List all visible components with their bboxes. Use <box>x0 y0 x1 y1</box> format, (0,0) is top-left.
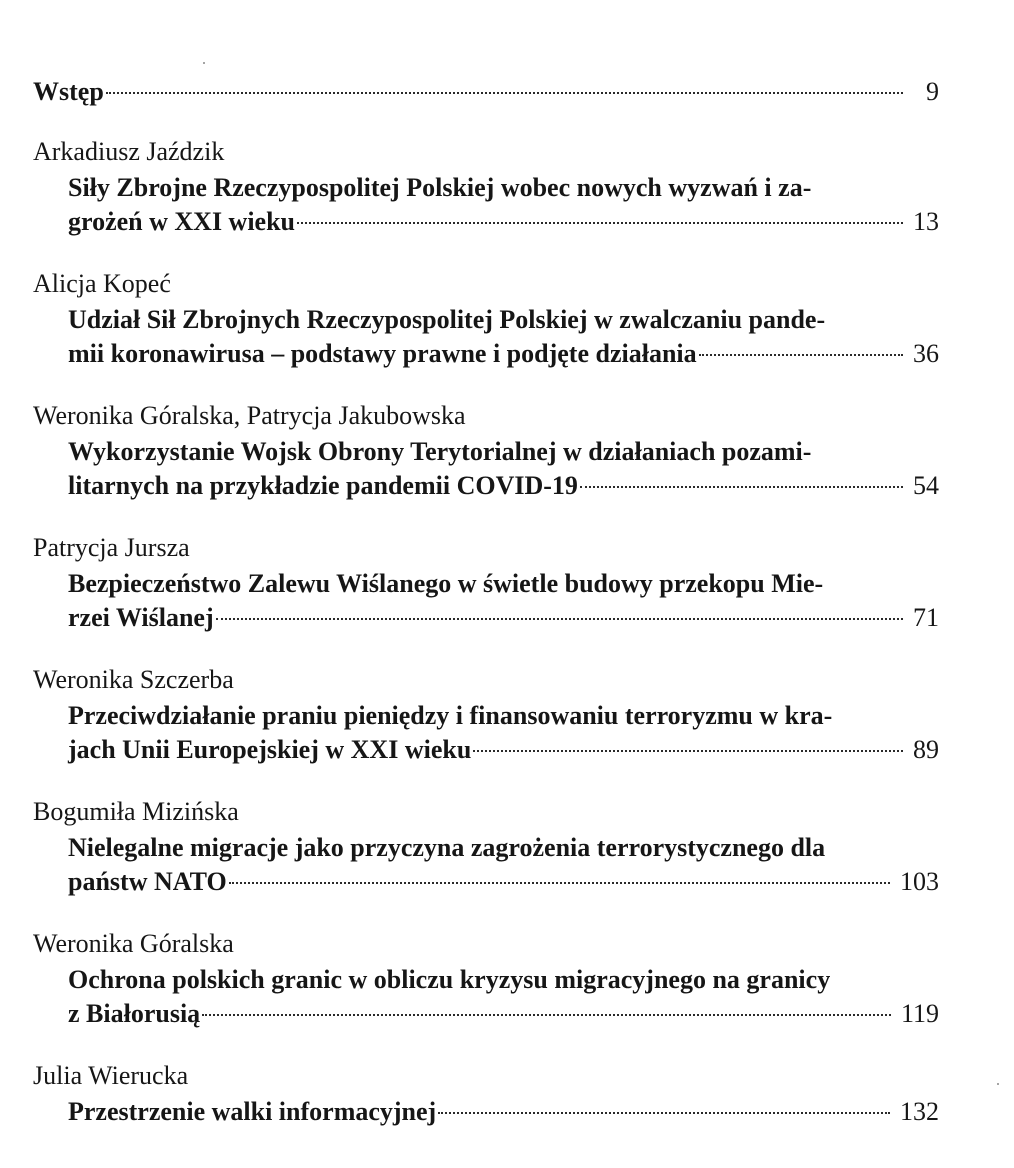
entry-author: Bogumiła Mizińska <box>33 797 239 826</box>
scan-speck <box>997 1083 999 1085</box>
entry-title-last-line <box>68 336 939 372</box>
entry-author: Weronika Szczerba <box>33 665 234 694</box>
entry-title-line <box>68 962 939 998</box>
entry-title-text: Siły Zbrojne Rzeczypospolitej Polskiej wobec nowych wyzwań i za- <box>68 173 812 202</box>
entry-page-number: 36 <box>913 339 939 368</box>
entry-title-line <box>68 698 939 734</box>
intro-page-number: 9 <box>926 77 939 106</box>
entry-title-text: państw NATO <box>68 867 227 896</box>
entry-title-text: jach Unii Europejskiej w XXI wieku <box>68 735 472 764</box>
dot-leader <box>580 486 903 488</box>
entry-title-last-line <box>68 600 939 636</box>
entry-title-line <box>68 302 939 338</box>
entry-page-number: 71 <box>913 603 939 632</box>
entry-title-last-line <box>68 1094 939 1130</box>
entry-page-number: 89 <box>913 735 939 764</box>
entry-title-text: Wykorzystanie Wojsk Obrony Terytorialnej w działaniach pozami- <box>68 437 812 466</box>
entry-title-text: rzei Wiślanej <box>68 603 214 632</box>
dot-leader <box>216 618 903 620</box>
entry-title-line <box>68 566 939 602</box>
dot-leader <box>473 750 903 752</box>
entry-title-last-line <box>68 468 939 504</box>
dot-leader <box>699 354 903 356</box>
entry-author: Julia Wierucka <box>33 1061 189 1090</box>
entry-title-text: grożeń w XXI wieku <box>68 207 296 236</box>
entry-title-last-line <box>68 864 939 900</box>
toc-intro <box>33 74 939 110</box>
entry-title-last-line <box>68 732 939 768</box>
entry-title-last-line <box>68 996 939 1032</box>
entry-title-text: Nielegalne migracje jako przyczyna zagrożenia terrorystycznego dla <box>68 833 826 862</box>
entry-title-text: mii koronawirusa – podstawy prawne i podjęte działania <box>68 339 697 368</box>
entry-title-last-line <box>68 204 939 240</box>
entry-title-text: Przestrzenie walki informacyjnej <box>68 1097 437 1126</box>
entry-title-text: Udział Sił Zbrojnych Rzeczypospolitej Polskiej w zwalczaniu pande- <box>68 305 826 334</box>
entry-author: Weronika Góralska <box>33 929 234 958</box>
entry-page-number: 13 <box>913 207 939 236</box>
entry-author: Arkadiusz Jaździk <box>33 137 225 166</box>
entry-title-text: z Białorusią <box>68 999 201 1028</box>
entry-title-line <box>68 434 939 470</box>
dot-leader <box>438 1112 890 1114</box>
entry-page-number: 132 <box>900 1097 939 1126</box>
entry-author: Patrycja Jursza <box>33 533 190 562</box>
dot-leader <box>106 92 903 94</box>
entry-author: Weronika Góralska, Patrycja Jakubowska <box>33 401 466 430</box>
scan-speck <box>203 62 205 64</box>
entry-title-text: litarnych na przykładzie pandemii COVID-19 <box>68 471 578 500</box>
entry-page-number: 119 <box>900 999 939 1028</box>
dot-leader <box>202 1014 891 1016</box>
dot-leader <box>297 222 903 224</box>
entry-title-text: Bezpieczeństwo Zalewu Wiślanego w świetle budowy przekopu Mie- <box>68 569 824 598</box>
dot-leader <box>229 882 890 884</box>
entry-page-number: 54 <box>913 471 939 500</box>
intro-title: Wstęp <box>33 77 104 106</box>
entry-page-number: 103 <box>900 867 939 896</box>
entry-title-line <box>68 830 939 866</box>
entry-title-line <box>68 170 939 206</box>
entry-author: Alicja Kopeć <box>33 269 171 298</box>
entry-title-text: Przeciwdziałanie praniu pieniędzy i finansowaniu terroryzmu w kra- <box>68 701 833 730</box>
entry-title-text: Ochrona polskich granic w obliczu kryzysu migracyjnego na granicy <box>68 965 831 994</box>
